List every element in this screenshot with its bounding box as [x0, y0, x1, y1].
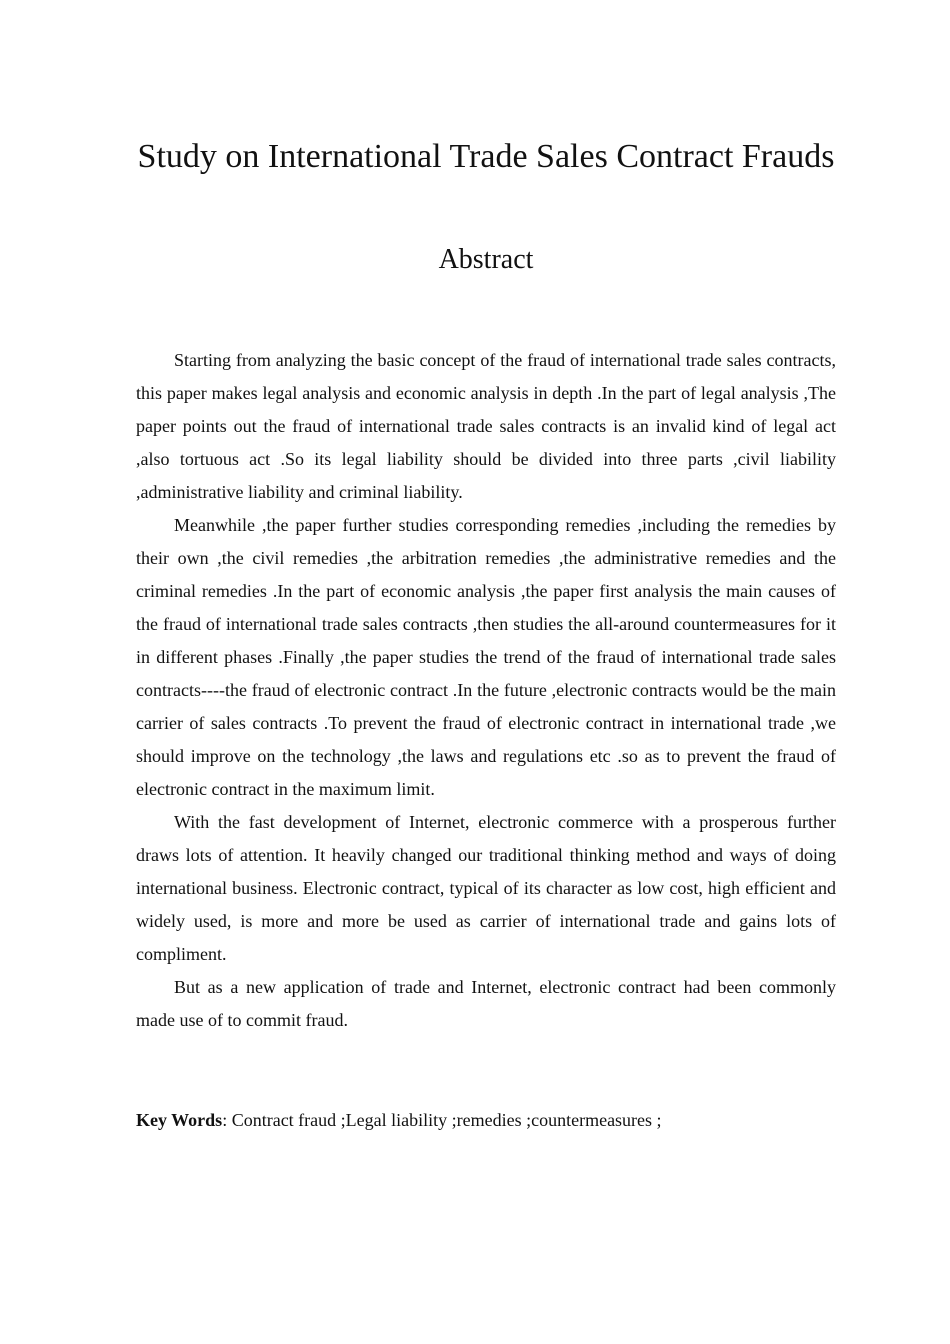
- abstract-paragraph: Starting from analyzing the basic concept of the fraud of international trade sales contracts, this paper makes legal analysis and economic analysis in depth .In the part of legal analysis ,The paper points out the fraud of international trade sales contracts is an invalid kind of legal act ,also tortuous act .So its legal liability should be divided into three parts ,civil liability ,administrative liability and criminal liability.: [136, 350, 836, 502]
- keywords-line: [136, 1104, 836, 1137]
- abstract-paragraph: Meanwhile ,the paper further studies corresponding remedies ,including the remedies by their own ,the civil remedies ,the arbitration remedies ,the administrative remedies and the criminal remedies .In the part of economic analysis ,the paper first analysis the main causes of the fraud of international trade sales contracts ,then studies the all-around countermeasures for it in different phases .Finally ,the paper studies the trend of the fraud of international trade sales contracts----the fraud of electronic contract .In the future ,electronic contracts would be the main carrier of sales contracts .To prevent the fraud of electronic contract in international trade ,we should improve on the technology ,the laws and regulations etc .so as to prevent the fraud of electronic contract in the maximum limit.: [136, 515, 836, 799]
- keywords-value: Contract fraud ;Legal liability ;remedies ;countermeasures ;: [231, 1110, 662, 1130]
- keywords-label: Key Words: [136, 1110, 223, 1130]
- document-title: Study on International Trade Sales Contract Frauds: [137, 138, 835, 175]
- abstract-paragraph: With the fast development of Internet, electronic commerce with a prosperous further draws lots of attention. It heavily changed our traditional thinking method and ways of doing international business. Electronic contract, typical of its character as low cost, high efficient and widely used, is more and more be used as carrier of international trade and gains lots of compliment.: [136, 812, 836, 964]
- abstract-body: [136, 344, 836, 1037]
- abstract-paragraph: But as a new application of trade and Internet, electronic contract had been commonly made use of to commit fraud.: [136, 977, 836, 1030]
- keywords-separator: :: [222, 1110, 232, 1130]
- abstract-heading: Abstract: [438, 244, 534, 275]
